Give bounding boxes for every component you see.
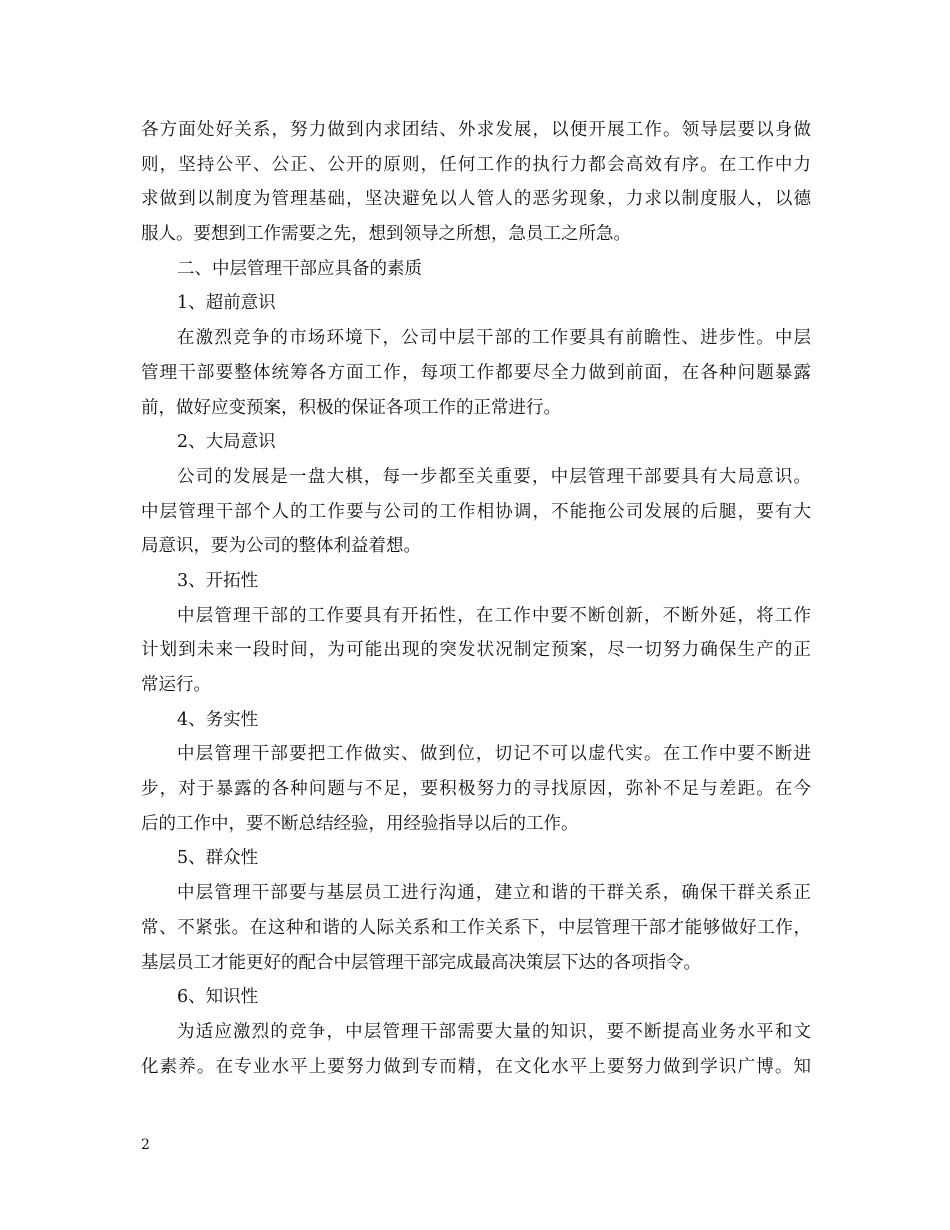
text-line: 中层管理干部的工作要具有开拓性，在工作中要不断创新，不断外延，将工作 [177,605,811,626]
section-heading [141,980,811,1015]
text-line: 计划到未来一段时间，为可能出现的突发状况制定预案，尽一切努力确保生产的正 [141,640,811,661]
paragraph [141,321,811,425]
text-line: 在激烈竞争的市场环境下，公司中层干部的工作要具有前瞻性、进步性。中层 [177,328,811,349]
text-line: 中层管理干部要把工作做实、做到位，切记不可以虚代实。在工作中要不断进 [177,744,811,765]
text-line: 服人。要想到工作需要之先，想到领导之所想，急员工之所急。 [141,224,631,245]
text-line: 后的工作中，要不断总结经验，用经验指导以后的工作。 [141,813,579,834]
heading-text: 二、中层管理干部应具备的素质 [177,258,422,279]
text-line: 前，做好应变预案，积极的保证各项工作的正常进行。 [141,397,561,418]
text-line: 则，坚持公平、公正、公开的原则，任何工作的执行力都会高效有序。在工作中力 [141,154,811,175]
text-line: 中层管理干部个人的工作要与公司的工作相协调，不能拖公司发展的后腿，要有大 [141,501,811,522]
text-line: 公司的发展是一盘大棋，每一步都至关重要，中层管理干部要具有大局意识。 [177,466,811,487]
heading-text: 4、务实性 [177,709,259,730]
heading-text: 5、群众性 [177,848,259,869]
section-heading [141,425,811,460]
section-heading [141,703,811,738]
text-line: 常、不紧张。在这种和谐的人际关系和工作关系下，中层管理干部才能够做好工作， [141,917,811,938]
section-heading [141,564,811,599]
text-line: 管理干部要整体统筹各方面工作，每项工作都要尽全力做到前面，在各种问题暴露 [141,362,811,383]
paragraph [141,876,811,980]
text-line: 步，对于暴露的各种问题与不足，要积极努力的寻找原因，弥补不足与差距。在今 [141,779,811,800]
text-line: 中层管理干部要与基层员工进行沟通，建立和谐的干群关系，确保干群关系正 [177,883,811,904]
paragraph [141,1015,811,1084]
heading-text: 2、大局意识 [177,432,276,453]
section-heading [141,252,811,287]
text-line: 各方面处好关系，努力做到内求团结、外求发展，以便开展工作。领导层要以身做 [141,120,811,140]
paragraph [141,113,811,252]
text-line: 化素养。在专业水平上要努力做到专而精，在文化水平上要努力做到学识广博。知 [141,1056,811,1077]
heading-text: 3、开拓性 [177,570,259,591]
page-body [141,113,811,1084]
text-line: 局意识，要为公司的整体利益着想。 [141,536,421,557]
heading-text: 1、超前意识 [177,293,276,314]
paragraph [141,599,811,703]
text-line: 基层员工才能更好的配合中层管理干部完成最高决策层下达的各项指令。 [141,952,701,973]
heading-text: 6、知识性 [177,987,259,1008]
text-line: 常运行。 [141,675,211,695]
text-line: 求做到以制度为管理基础，坚决避免以人管人的恶劣现象，力求以制度服人，以德 [141,189,811,210]
page-number: 2 [141,1137,150,1153]
section-heading [141,286,811,321]
paragraph [141,460,811,564]
section-heading [141,841,811,876]
text-line: 为适应激烈的竞争，中层管理干部需要大量的知识，要不断提高业务水平和文 [177,1021,811,1042]
paragraph [141,737,811,841]
